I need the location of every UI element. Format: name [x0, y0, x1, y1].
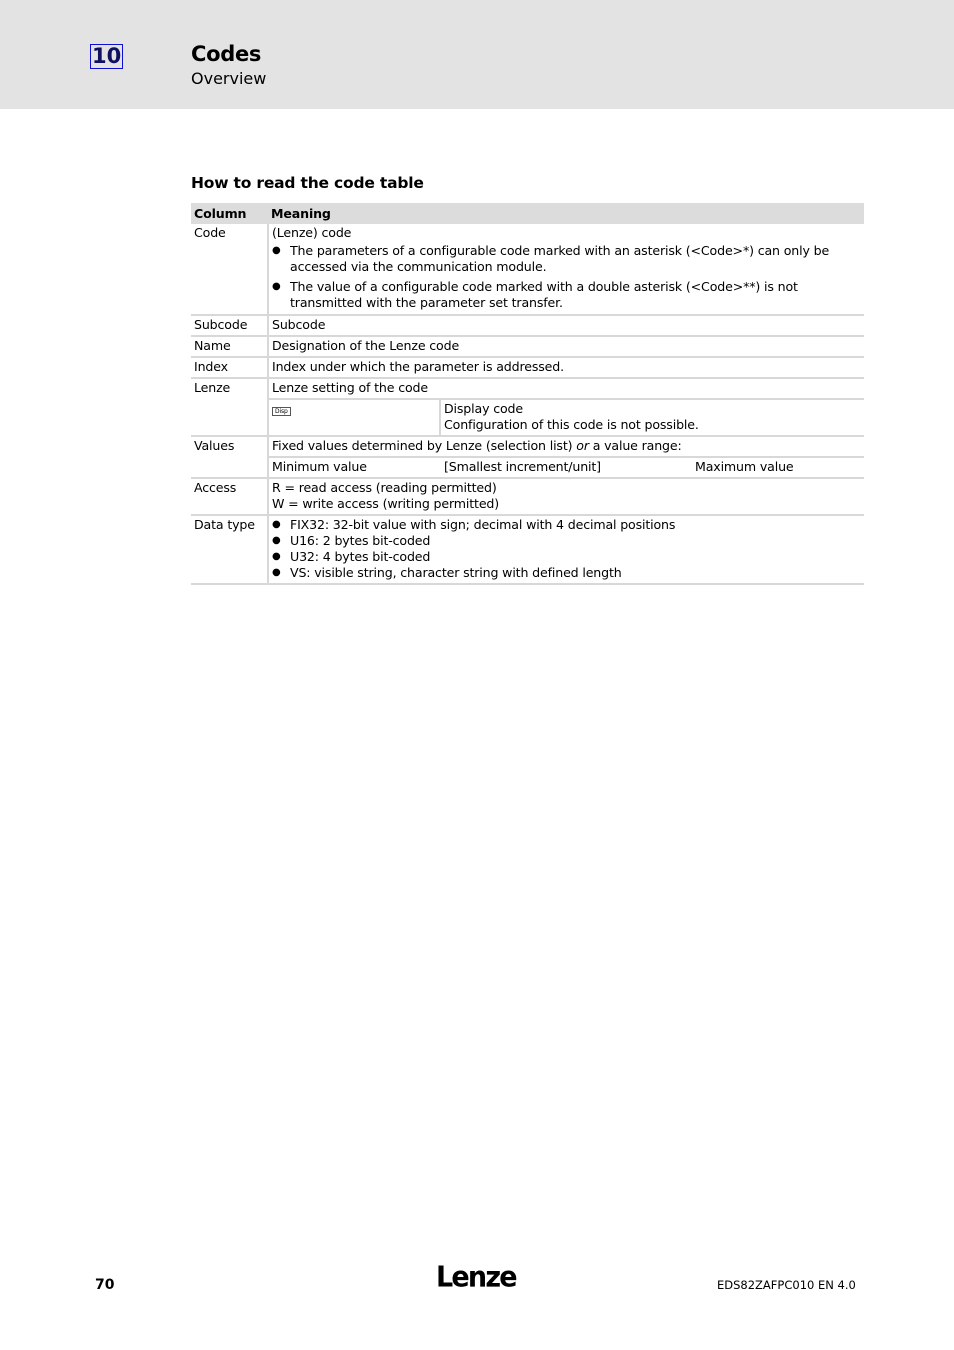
table-row [191, 315, 864, 336]
row-meaning-access [268, 478, 864, 515]
chapter-subtitle: Overview [191, 69, 267, 88]
meaning-text: Lenze setting of the code [272, 380, 428, 395]
chapter-number[interactable]: 10 [92, 44, 122, 68]
lenze-logo: Lenze [436, 1261, 516, 1294]
disp-description [441, 400, 702, 435]
read-access-text: R = read access (reading permitted) [272, 480, 497, 495]
list-item [269, 517, 864, 533]
bullet-icon: ● [272, 245, 281, 256]
section-heading: How to read the code table [191, 174, 424, 192]
table-row [191, 357, 864, 378]
row-meaning-datatype [268, 515, 864, 584]
values-text-after: a value range: [588, 438, 682, 453]
list-item-text: The value of a configurable code marked with a double asterisk (<Code>**) is not transmitted with the parameter set transfer. [290, 279, 798, 310]
table-header-row [191, 203, 864, 224]
row-meaning-code [268, 224, 864, 315]
row-label-name: Name [191, 336, 268, 357]
table-row [191, 378, 864, 436]
list-item-text: VS: visible string, character string with defined length [290, 565, 622, 580]
bullet-icon: ● [272, 535, 281, 546]
code-description: (Lenze) code [272, 225, 352, 240]
bullet-icon: ● [272, 519, 281, 530]
meaning-header: Meaning [268, 203, 864, 224]
row-label-access: Access [191, 478, 268, 515]
list-item-text: FIX32: 32-bit value with sign; decimal with 4 decimal positions [290, 517, 676, 532]
list-item [269, 533, 864, 549]
values-description [269, 437, 864, 456]
list-item-text: U16: 2 bytes bit-coded [290, 533, 431, 548]
list-item-text: The parameters of a configurable code marked with an asterisk (<Code>*) can only be accessed via the communication module. [290, 243, 830, 274]
table-row [191, 224, 864, 315]
meaning-text: Subcode [272, 317, 326, 332]
values-text-before: Fixed values determined by Lenze (selection list) [272, 438, 577, 453]
values-subrow [269, 456, 864, 477]
row-label-subcode: Subcode [191, 315, 268, 336]
lenze-subrow [269, 398, 864, 435]
bullet-icon: ● [272, 551, 281, 562]
column-header: Column [191, 203, 268, 224]
list-item [269, 241, 864, 277]
row-label-values: Values [191, 436, 268, 478]
meaning-text: Index under which the parameter is addressed. [272, 359, 564, 374]
min-value-label: Minimum value [272, 459, 367, 474]
values-text-or: or [576, 438, 589, 453]
list-item [269, 565, 864, 581]
table-row [191, 478, 864, 515]
meaning-text: Designation of the Lenze code [272, 338, 460, 353]
disp-cell [269, 400, 441, 435]
row-meaning-name [268, 336, 864, 357]
row-label-code: Code [191, 224, 268, 315]
bullet-icon: ● [272, 567, 281, 578]
row-label-index: Index [191, 357, 268, 378]
table-row [191, 336, 864, 357]
display-code-text: Display code [444, 401, 523, 416]
row-meaning-lenze [268, 378, 864, 436]
increment-label: [Smallest increment/unit] [444, 459, 601, 474]
max-value-label: Maximum value [695, 459, 794, 474]
config-note-text: Configuration of this code is not possible. [444, 417, 699, 432]
document-id: EDS82ZAFPC010 EN 4.0 [717, 1278, 856, 1292]
table-row [191, 515, 864, 584]
bullet-icon: ● [272, 281, 281, 292]
table-row [191, 436, 864, 478]
disp-icon: Disp [272, 407, 291, 416]
row-meaning-index [268, 357, 864, 378]
code-table [191, 203, 864, 585]
list-item [269, 549, 864, 565]
row-label-lenze: Lenze [191, 378, 268, 436]
access-text [269, 479, 864, 514]
list-item-text: U32: 4 bytes bit-coded [290, 549, 431, 564]
chapter-title: Codes [191, 42, 262, 66]
row-meaning-subcode [268, 315, 864, 336]
header-band [0, 0, 954, 109]
page-number: 70 [95, 1277, 115, 1293]
list-item [269, 277, 864, 314]
row-label-datatype: Data type [191, 515, 268, 584]
row-meaning-values [268, 436, 864, 478]
write-access-text: W = write access (writing permitted) [272, 496, 500, 511]
